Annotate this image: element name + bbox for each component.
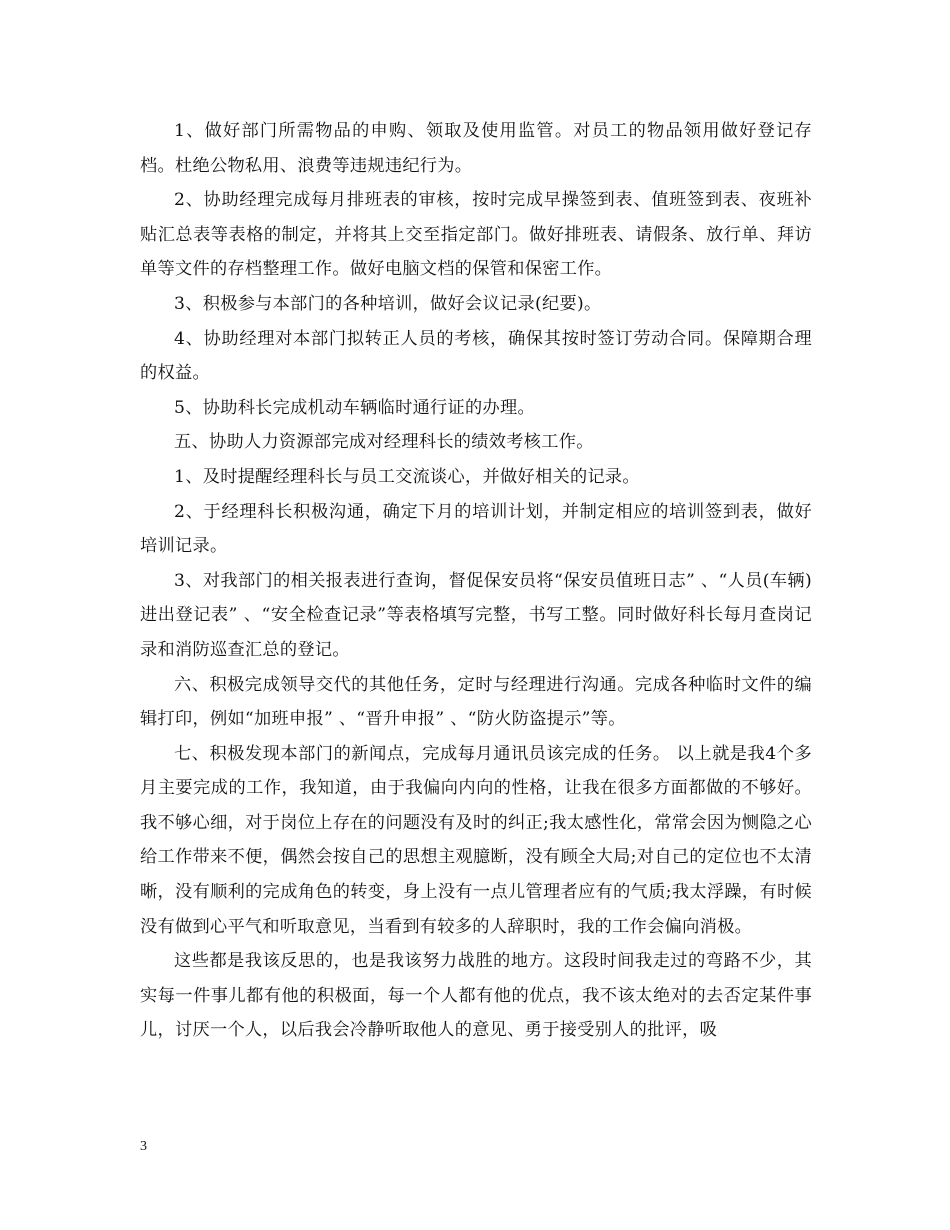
paragraph-12: 这些都是我该反思的，也是我该努力战胜的地方。这段时间我走过的弯路不少，其实每一件事儿都有他的积极面，每一个人都有他的优点，我不该太绝对的去否定某件事儿，讨厌一个人，以后我会冷静听取他人的意见、勇于接受别人的批评，吸 bbox=[140, 951, 812, 1041]
paragraph-10: 六、积极完成领导交代的其他任务，定时与经理进行沟通。完成各种临时文件的编辑打印，例如“加班申报” 、“晋升申报” 、“防火防盗提示”等。 bbox=[140, 674, 812, 730]
paragraph-5: 5、协助科长完成机动车辆临时通行证的办理。 bbox=[174, 397, 535, 418]
document-body bbox=[140, 114, 812, 1048]
paragraph-4: 4、协助经理对本部门拟转正人员的考核，确保其按时签订劳动合同。保障期合理的权益。 bbox=[140, 328, 812, 384]
paragraph-1: 1、做好部门所需物品的申购、领取及使用监管。对员工的物品领用做好登记存档。杜绝公物私用、浪费等违规违纪行为。 bbox=[140, 121, 812, 176]
paragraph-8: 2、于经理科长积极沟通，确定下月的培训计划，并制定相应的培训签到表，做好培训记录。 bbox=[140, 501, 812, 557]
paragraph-6: 五、协助人力资源部完成对经理科长的绩效考核工作。 bbox=[174, 432, 594, 453]
page-number: 3 bbox=[140, 1139, 147, 1154]
paragraph-11: 七、积极发现本部门的新闻点，完成每月通讯员该完成的任务。 以上就是我4个多月主要完成的工作，我知道，由于我偏向内向的性格，让我在很多方面都做的不够好。我不够心细，对于岗位上存在的问题没有及时的纠正;我太感性化，常常会因为恻隐之心给工作带来不便，偶然会按自己的思想主观臆断，没有顾全大局;对自己的定位也不太清晰，没有顺利的完成角色的转变，身上没有一点儿管理者应有的气质;我太浮躁，有时候没有做到心平气和听取意见，当看到有较多的人辞职时，我的工作会偏向消极。 bbox=[140, 743, 812, 937]
paragraph-3: 3、积极参与本部门的各种培训，做好会议记录(纪要)。 bbox=[174, 293, 602, 314]
paragraph-2: 2、协助经理完成每月排班表的审核，按时完成早操签到表、值班签到表、夜班补贴汇总表等表格的制定，并将其上交至指定部门。做好排班表、请假条、放行单、拜访单等文件的存档整理工作。做好电脑文档的保管和保密工作。 bbox=[140, 190, 812, 280]
paragraph-9: 3、对我部门的相关报表进行查询，督促保安员将“保安员值班日志” 、“人员(车辆)进出登记表” 、“安全检查记录”等表格填写完整，书写工整。同时做好科长每月查岗记录和消防巡查汇总的登记。 bbox=[140, 570, 812, 660]
paragraph-7: 1、及时提醒经理科长与员工交流谈心，并做好相关的记录。 bbox=[174, 466, 640, 487]
